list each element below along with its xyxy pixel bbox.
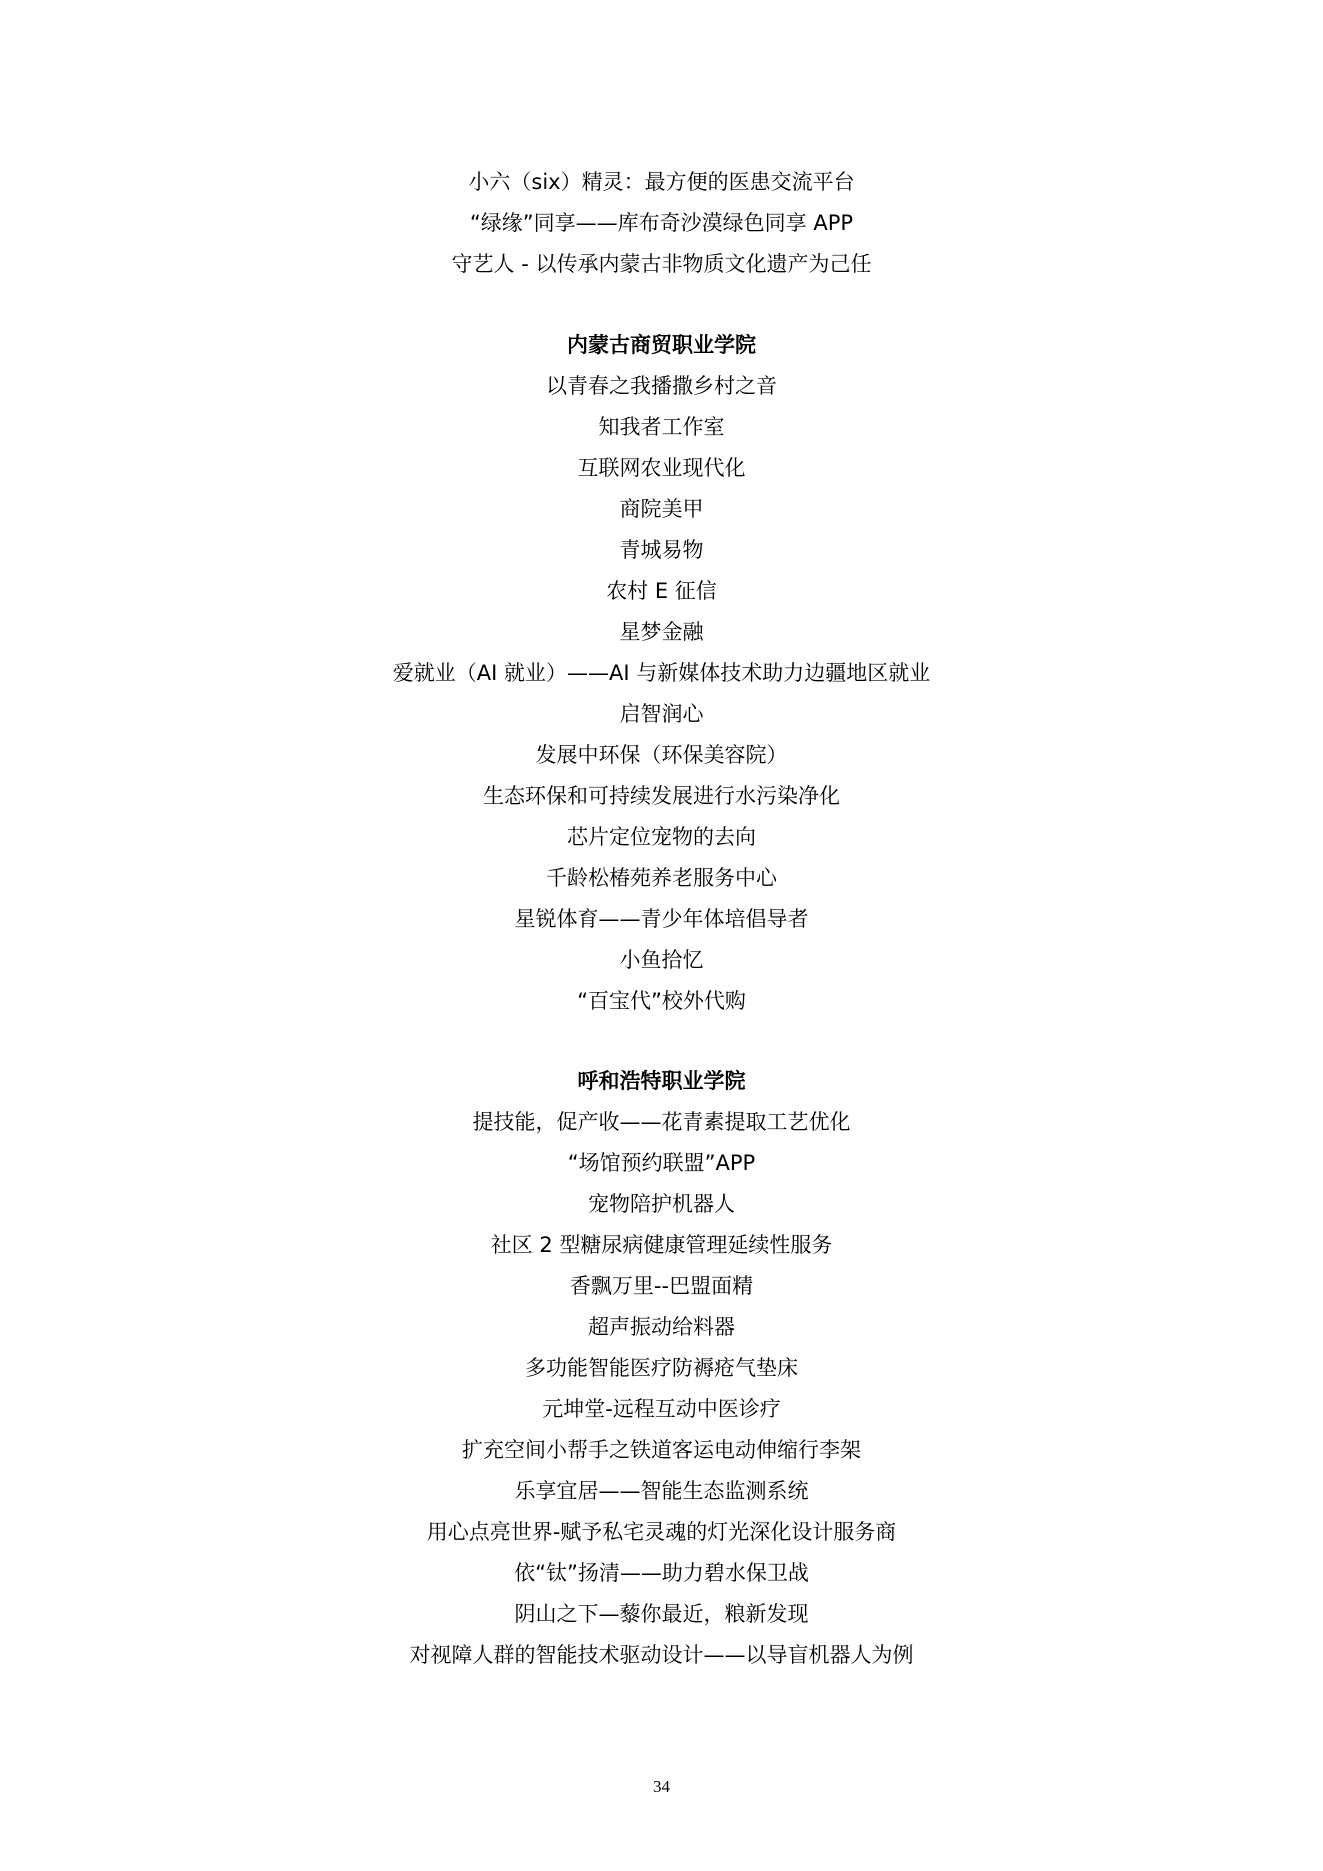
- project-item: 以青春之我播撒乡村之音: [546, 374, 777, 398]
- project-item: 阴山之下—藜你最近，粮新发现: [514, 1602, 809, 1626]
- project-item: 知我者工作室: [598, 415, 725, 439]
- project-item: 千龄松椿苑养老服务中心: [546, 866, 777, 890]
- project-item: 启智润心: [619, 702, 704, 726]
- project-item: 守艺人 - 以传承内蒙古非物质文化遗产为己任: [451, 252, 872, 276]
- project-item: 香飘万里--巴盟面精: [569, 1274, 754, 1298]
- project-item: 用心点亮世界-赋予私宅灵魂的灯光深化设计服务商: [426, 1520, 897, 1544]
- section-shangmao: [0, 325, 1323, 1022]
- project-item: 爱就业（AI 就业）——AI 与新媒体技术助力边疆地区就业: [392, 661, 931, 685]
- project-item: 星锐体育——青少年体培倡导者: [514, 907, 809, 931]
- project-item: 星梦金融: [619, 620, 704, 644]
- project-item: 小六（six）精灵：最方便的医患交流平台: [468, 170, 855, 194]
- section-huhehaote: [0, 1061, 1323, 1676]
- project-item: 农村 E 征信: [606, 579, 717, 603]
- project-item: 芯片定位宠物的去向: [567, 825, 756, 849]
- project-item: “绿缘”同享——库布奇沙漠绿色同享 APP: [469, 211, 854, 235]
- project-item: 青城易物: [619, 538, 704, 562]
- project-item: 互联网农业现代化: [577, 456, 746, 480]
- project-item: 宠物陪护机器人: [588, 1192, 735, 1216]
- project-list-top: [0, 162, 1323, 285]
- section-heading: 内蒙古商贸职业学院: [567, 333, 756, 357]
- project-item: 社区 2 型糖尿病健康管理延续性服务: [490, 1233, 833, 1257]
- project-item: 乐享宜居——智能生态监测系统: [514, 1479, 809, 1503]
- project-item: 提技能，促产收——花青素提取工艺优化: [472, 1110, 851, 1134]
- project-item: 超声振动给料器: [588, 1315, 735, 1339]
- project-item: 元坤堂-远程互动中医诊疗: [542, 1397, 781, 1421]
- section-heading: 呼和浩特职业学院: [577, 1069, 746, 1093]
- project-item: “百宝代”校外代购: [577, 989, 746, 1013]
- project-item: 扩充空间小帮手之铁道客运电动伸缩行李架: [462, 1438, 861, 1462]
- project-item: 依“钛”扬清——助力碧水保卫战: [514, 1561, 809, 1585]
- project-item: 商院美甲: [619, 497, 704, 521]
- project-item: 小鱼拾忆: [619, 948, 704, 972]
- project-item: 对视障人群的智能技术驱动设计——以导盲机器人为例: [409, 1643, 914, 1667]
- project-item: “场馆预约联盟”APP: [567, 1151, 756, 1175]
- project-item: 生态环保和可持续发展进行水污染净化: [483, 784, 840, 808]
- project-item: 发展中环保（环保美容院）: [535, 743, 788, 767]
- project-item: 多功能智能医疗防褥疮气垫床: [525, 1356, 798, 1380]
- page-number: 34: [653, 1777, 670, 1796]
